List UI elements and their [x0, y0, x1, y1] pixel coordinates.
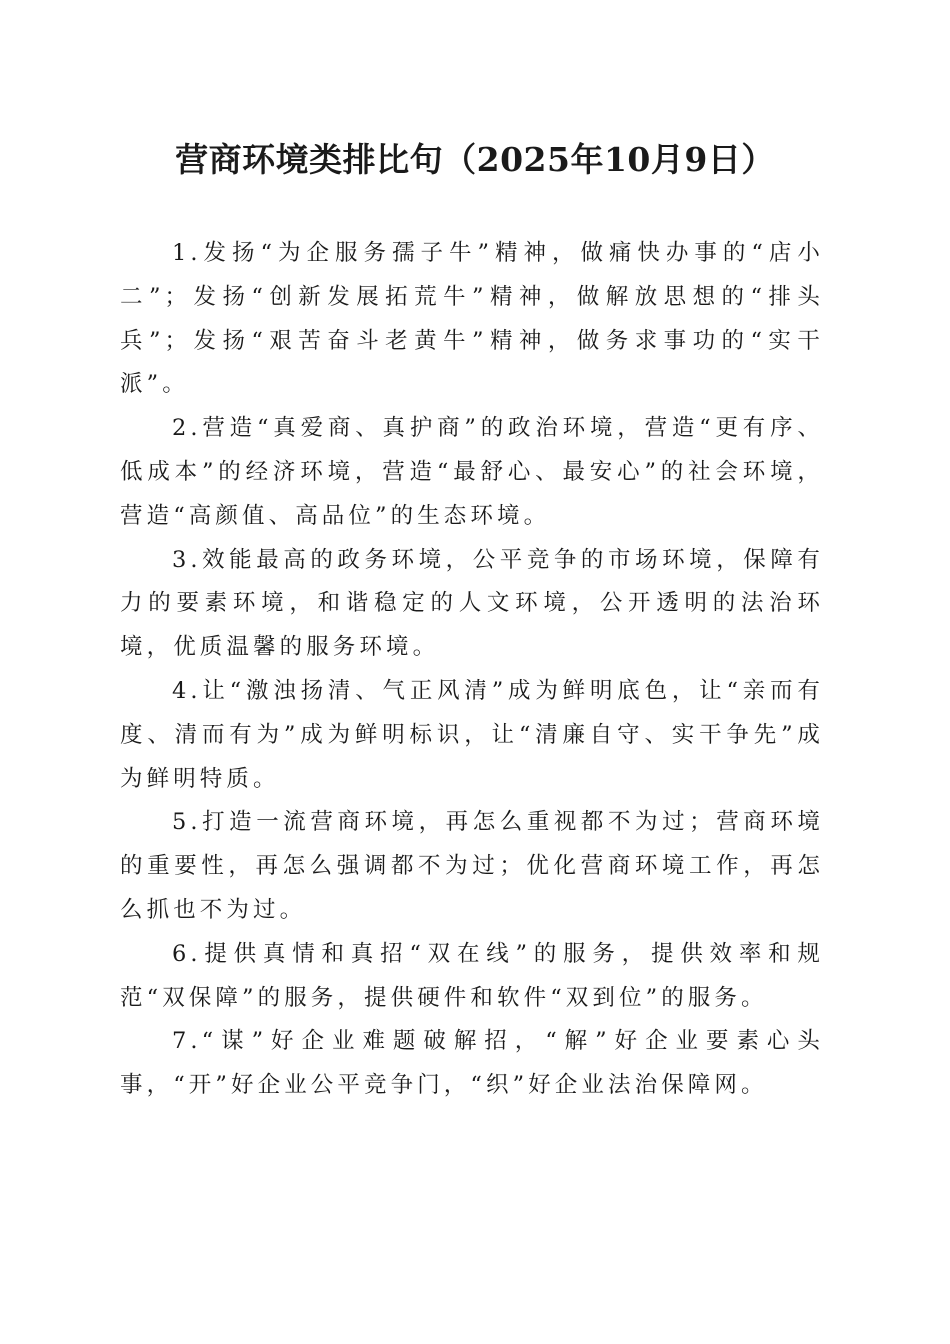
paragraph-4: 4.让“激浊扬清、气正风清”成为鲜明底色，让“亲而有度、清而有为”成为鲜明标识，让“清廉自守、实干争先”成为鲜明特质。 [120, 677, 824, 792]
document-title: 营商环境类排比句（2025年10月9日） [175, 140, 775, 179]
paragraph-1: 1.发扬“为企服务孺子牛”精神，做痛快办事的“店小二”；发扬“创新发展拓荒牛”精神，做解放思想的“排头兵”；发扬“艰苦奋斗老黄牛”精神，做务求事功的“实干派”。 [120, 240, 824, 398]
document-body [120, 232, 824, 1108]
paragraph-2: 2.营造“真爱商、真护商”的政治环境，营造“更有序、低成本”的经济环境，营造“最舒心、最安心”的社会环境，营造“高颜值、高品位”的生态环境。 [120, 415, 824, 529]
paragraph-3: 3.效能最高的政务环境，公平竞争的市场环境，保障有力的要素环境，和谐稳定的人文环境，公开透明的法治环境，优质温馨的服务环境。 [120, 546, 824, 661]
paragraph-5: 5.打造一流营商环境，再怎么重视都不为过；营商环境的重要性，再怎么强调都不为过；优化营商环境工作，再怎么抓也不为过。 [120, 809, 824, 923]
paragraph-6: 6.提供真情和真招“双在线”的服务，提供效率和规范“双保障”的服务，提供硬件和软件“双到位”的服务。 [120, 940, 824, 1011]
paragraph-7: 7.“谋”好企业难题破解招，“解”好企业要素心头事，“开”好企业公平竞争门，“织”好企业法治保障网。 [120, 1028, 824, 1099]
